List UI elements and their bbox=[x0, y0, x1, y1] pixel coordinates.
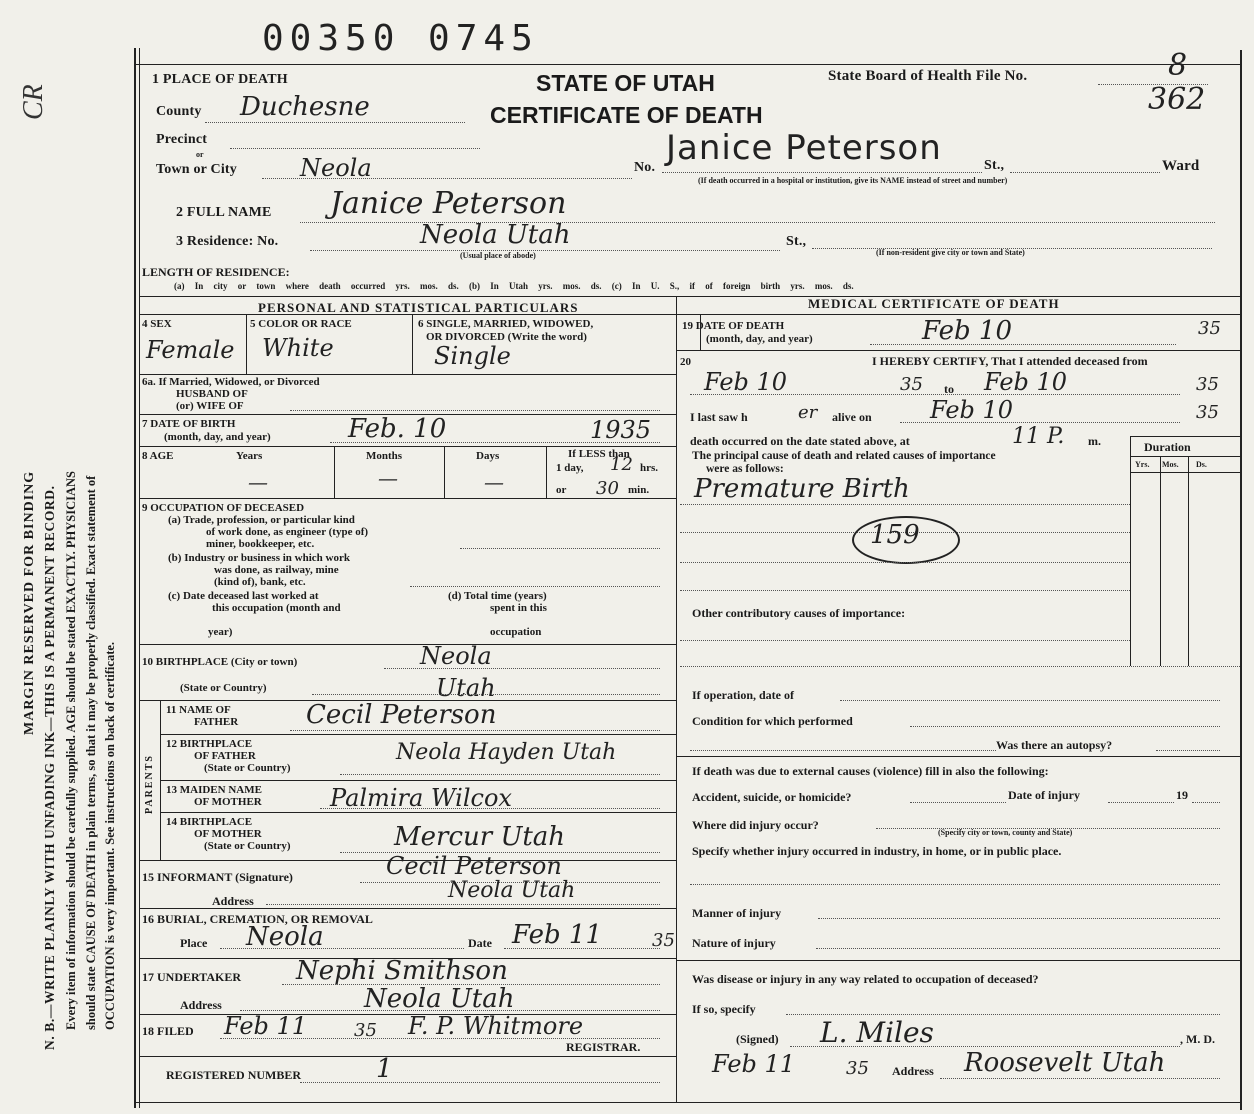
contributory-label: Other contributory causes of importance: bbox=[692, 606, 906, 620]
duration-label: Duration bbox=[1144, 440, 1191, 454]
dob-label: 7 DATE OF BIRTH bbox=[142, 418, 236, 430]
parents-label: PARENTS bbox=[144, 754, 155, 814]
county-label: County bbox=[156, 104, 202, 119]
file-no: 8 bbox=[1168, 48, 1188, 83]
residence-st-label: St., bbox=[786, 234, 807, 249]
st-label: St., bbox=[984, 158, 1005, 173]
birthplace-city: Neola bbox=[420, 642, 492, 670]
father-label: 11 NAME OF bbox=[166, 704, 231, 716]
autopsy-label: Was there an autopsy? bbox=[996, 738, 1113, 752]
mother-birthplace-label: 14 BIRTHPLACE bbox=[166, 816, 253, 828]
duration-yrs: Yrs. bbox=[1135, 460, 1150, 469]
frame-top bbox=[134, 64, 1240, 65]
m-label: m. bbox=[1088, 434, 1101, 448]
less-than-day: 1 day, bbox=[556, 462, 584, 474]
date-of-death-label: 19 DATE OF DEATH bbox=[682, 320, 785, 332]
cause-code: 159 bbox=[870, 520, 920, 550]
spouse-label-3: (or) WIFE OF bbox=[176, 400, 244, 412]
personal-heading: PERSONAL AND STATISTICAL PARTICULARS bbox=[258, 300, 579, 315]
spouse-label-2: HUSBAND OF bbox=[176, 388, 248, 400]
condition-label: Condition for which performed bbox=[692, 714, 853, 728]
specify-injury-label: Specify whether injury occurred in industry, in home, or in public place. bbox=[692, 844, 1062, 858]
place-of-death-label: 1 PLACE OF DEATH bbox=[152, 72, 288, 87]
filed-date: Feb 11 bbox=[224, 1012, 308, 1040]
mother-label: 13 MAIDEN NAME bbox=[166, 784, 262, 796]
occupation-c-2: this occupation (month and bbox=[212, 602, 341, 614]
street-no-value: Janice Peterson bbox=[666, 128, 942, 168]
mother-birthplace: Mercur Utah bbox=[394, 822, 566, 852]
informant-label: 15 INFORMANT (Signature) bbox=[142, 870, 293, 884]
attended-from-year: 35 bbox=[900, 374, 923, 395]
certificate-title: CERTIFICATE OF DEATH bbox=[490, 102, 763, 128]
alive-on-label: alive on bbox=[832, 410, 872, 424]
margin-instructions-2: should state CAUSE OF DEATH in plain terms, so that it may be properly classified. Exact statement of bbox=[84, 475, 98, 1030]
age-minutes: 30 bbox=[596, 478, 619, 499]
burial-date: Feb 11 bbox=[512, 920, 602, 950]
birthplace-state: Utah bbox=[436, 674, 496, 702]
occupation-b-3: (kind of), bank, etc. bbox=[214, 576, 306, 588]
sign-date: Feb 11 bbox=[712, 1050, 796, 1078]
physician-signature: L. Miles bbox=[820, 1016, 934, 1049]
signed-label: (Signed) bbox=[736, 1032, 779, 1046]
filed-label: 18 FILED bbox=[142, 1024, 194, 1038]
margin-mark: CR bbox=[18, 84, 49, 120]
sign-year: 35 bbox=[846, 1058, 869, 1079]
file-no-label: State Board of Health File No. bbox=[828, 68, 1028, 84]
occupation-d-2: spent in this bbox=[490, 602, 547, 614]
mother-birthplace-label-2: OF MOTHER bbox=[194, 828, 262, 840]
mother-birthplace-label-3: (State or Country) bbox=[204, 840, 291, 852]
file-no-2: 362 bbox=[1148, 82, 1206, 117]
usual-abode-note: (Usual place of abode) bbox=[460, 251, 536, 260]
state-title: STATE OF UTAH bbox=[536, 70, 715, 96]
manner-label: Manner of injury bbox=[692, 906, 782, 920]
duration-mos: Mos. bbox=[1162, 460, 1179, 469]
nature-label: Nature of injury bbox=[692, 936, 776, 950]
length-of-residence-label: LENGTH OF RESIDENCE: bbox=[142, 265, 290, 279]
last-saw-date: Feb 10 bbox=[930, 396, 1014, 424]
residence-label: 3 Residence: No. bbox=[176, 234, 279, 249]
years-label: Years bbox=[236, 450, 263, 462]
if-so-label: If so, specify bbox=[692, 1002, 756, 1016]
attended-to: Feb 10 bbox=[984, 368, 1068, 396]
race-value: White bbox=[262, 334, 334, 362]
injury-year-label: 19 bbox=[1176, 788, 1188, 802]
race-label: 5 COLOR OR RACE bbox=[250, 318, 352, 330]
last-saw-label: I last saw h bbox=[690, 410, 748, 424]
attended-to-year: 35 bbox=[1196, 374, 1219, 395]
father-birthplace: Neola Hayden Utah bbox=[396, 740, 617, 765]
occupation-c-1: (c) Date deceased last worked at bbox=[168, 590, 319, 602]
margin-binding-note: MARGIN RESERVED FOR BINDING bbox=[22, 470, 37, 735]
min-label: min. bbox=[628, 484, 650, 496]
occupation-b-2: was done, as railway, mine bbox=[214, 564, 339, 576]
occupation-a-2: of work done, as engineer (type of) bbox=[206, 526, 369, 538]
serial-number: 00350 0745 bbox=[262, 18, 539, 59]
or-min-label: or bbox=[556, 484, 567, 496]
medical-heading: MEDICAL CERTIFICATE OF DEATH bbox=[808, 296, 1060, 311]
filed-year: 35 bbox=[354, 1020, 377, 1041]
informant-signature: Cecil Peterson bbox=[386, 852, 562, 880]
father-birthplace-label-3: (State or Country) bbox=[204, 762, 291, 774]
attended-from: Feb 10 bbox=[704, 368, 788, 396]
dod-sub: (month, day, and year) bbox=[706, 333, 813, 345]
operation-label: If operation, date of bbox=[692, 688, 794, 702]
death-time: 11 P. bbox=[1012, 424, 1065, 449]
burial-date-label: Date bbox=[468, 936, 492, 950]
occupation-d-1: (d) Total time (years) bbox=[448, 590, 547, 602]
father-birthplace-label: 12 BIRTHPLACE bbox=[166, 738, 253, 750]
hrs-label: hrs. bbox=[640, 462, 659, 474]
full-name-label: 2 FULL NAME bbox=[176, 205, 272, 220]
last-saw-year: 35 bbox=[1196, 402, 1219, 423]
margin-ink-note: N. B.—WRITE PLAINLY WITH UNFADING INK—THIS IS A PERMANENT RECORD. bbox=[42, 485, 57, 1050]
undertaker-label: 17 UNDERTAKER bbox=[142, 970, 242, 984]
spouse-label-1: 6a. If Married, Widowed, or Divorced bbox=[142, 376, 320, 388]
margin-instructions-3: OCCUPATION is very important. See instructions on back of certificate. bbox=[103, 641, 117, 1030]
item-20: 20 bbox=[680, 356, 691, 368]
or-label: or bbox=[196, 150, 204, 159]
informant-address: Neola Utah bbox=[448, 878, 576, 903]
registrar-signature: F. P. Whitmore bbox=[408, 1012, 584, 1040]
precinct-label: Precinct bbox=[156, 132, 208, 147]
marital-label-2: OR DIVORCED (Write the word) bbox=[426, 331, 587, 343]
registered-number-label: REGISTERED NUMBER bbox=[166, 1068, 302, 1082]
occupation-b-1: (b) Industry or business in which work bbox=[168, 552, 350, 564]
where-injury-note: (Specify city or town, county and State) bbox=[938, 828, 1073, 837]
column-divider bbox=[676, 296, 677, 1102]
to-label: to bbox=[944, 382, 954, 396]
mother-label-2: OF MOTHER bbox=[194, 796, 262, 808]
injury-date-label: Date of injury bbox=[1008, 788, 1080, 802]
physician-address-label: Address bbox=[892, 1064, 934, 1078]
occupation-a-3: miner, bookkeeper, etc. bbox=[206, 538, 315, 550]
cause-label-2: were as follows: bbox=[706, 463, 784, 475]
dob-sub: (month, day, and year) bbox=[164, 431, 271, 443]
age-label: 8 AGE bbox=[142, 450, 174, 462]
dob-value: Feb. 10 bbox=[348, 414, 447, 444]
less-than-label: If LESS than bbox=[568, 448, 630, 460]
registered-number: 1 bbox=[376, 1054, 393, 1084]
nonresident-note: (If non-resident give city or town and State) bbox=[876, 248, 1025, 257]
hospital-note: (If death occurred in a hospital or institution, give its NAME instead of street and number) bbox=[698, 176, 1008, 185]
age-months: — bbox=[378, 466, 398, 490]
undertaker-address: Neola Utah bbox=[364, 984, 515, 1014]
last-saw-her: er bbox=[798, 402, 818, 423]
father-label-2: FATHER bbox=[194, 716, 239, 728]
age-days: — bbox=[484, 470, 504, 494]
accident-label: Accident, suicide, or homicide? bbox=[692, 790, 852, 804]
father-name: Cecil Peterson bbox=[306, 700, 497, 730]
undertaker-name: Nephi Smithson bbox=[296, 956, 508, 986]
burial-label: 16 BURIAL, CREMATION, OR REMOVAL bbox=[142, 912, 373, 926]
occupation-disease-label: Was disease or injury in any way related to occupation of deceased? bbox=[692, 972, 1039, 986]
undertaker-address-label: Address bbox=[180, 998, 222, 1012]
external-causes-label: If death was due to external causes (violence) fill in also the following: bbox=[692, 764, 1049, 778]
frame-right bbox=[1240, 50, 1242, 1110]
residence-value: Neola Utah bbox=[420, 220, 571, 250]
full-name-value: Janice Peterson bbox=[330, 186, 567, 221]
age-hours: 12 bbox=[610, 454, 633, 475]
certify-label: I HEREBY CERTIFY, That I attended deceased from bbox=[872, 354, 1148, 368]
dod-year: 35 bbox=[1198, 318, 1221, 339]
registrar-label: REGISTRAR. bbox=[566, 1040, 641, 1054]
father-birthplace-label-2: OF FATHER bbox=[194, 750, 256, 762]
informant-address-label: Address bbox=[212, 894, 254, 908]
margin-instructions-1: Every item of information should be carefully supplied. AGE should be stated EXACTLY. PHYSICIANS bbox=[64, 471, 78, 1030]
frame-left-inner bbox=[139, 48, 140, 1108]
burial-year: 35 bbox=[652, 930, 675, 951]
age-years: — bbox=[248, 470, 268, 494]
birthplace-label: 10 BIRTHPLACE (City or town) bbox=[142, 656, 298, 668]
md-label: , M. D. bbox=[1180, 1032, 1215, 1046]
marital-value: Single bbox=[434, 342, 511, 370]
marital-label: 6 SINGLE, MARRIED, WIDOWED, bbox=[418, 318, 594, 330]
cause-of-death: Premature Birth bbox=[694, 474, 910, 504]
occupation-d-3: occupation bbox=[490, 626, 542, 638]
occupation-a-1: (a) Trade, profession, or particular kind bbox=[168, 514, 355, 526]
sex-value: Female bbox=[146, 336, 235, 364]
burial-place: Neola bbox=[246, 922, 324, 952]
occupation-c-3: year) bbox=[208, 626, 233, 638]
physician-address: Roosevelt Utah bbox=[964, 1048, 1166, 1078]
town-value: Neola bbox=[300, 154, 372, 182]
duration-ds: Ds. bbox=[1196, 460, 1207, 469]
occupation-label: 9 OCCUPATION OF DECEASED bbox=[142, 502, 305, 514]
where-injury-label: Where did injury occur? bbox=[692, 818, 819, 832]
sex-label: 4 SEX bbox=[142, 318, 172, 330]
length-of-residence-detail: (a) In city or town where death occurred yrs. mos. ds. (b) In Utah yrs. mos. ds. (c) In U. S., if of foreign birth yrs. mos. ds. bbox=[174, 281, 854, 291]
cause-label: The principal cause of death and related causes of importance bbox=[692, 450, 996, 462]
mother-name: Palmira Wilcox bbox=[330, 784, 512, 812]
town-label: Town or City bbox=[156, 162, 237, 177]
street-no-label: No. bbox=[634, 160, 656, 175]
burial-place-label: Place bbox=[180, 936, 208, 950]
dob-year: 1935 bbox=[590, 416, 652, 444]
date-of-death: Feb 10 bbox=[922, 316, 1012, 346]
days-label: Days bbox=[476, 450, 500, 462]
frame-bottom bbox=[134, 1102, 1240, 1103]
county-value: Duchesne bbox=[240, 92, 370, 122]
birthplace-state-label: (State or Country) bbox=[180, 682, 267, 694]
ward-label: Ward bbox=[1162, 158, 1200, 174]
death-occurred-label: death occurred on the date stated above, at bbox=[690, 434, 910, 448]
frame-left bbox=[134, 48, 136, 1108]
months-label: Months bbox=[366, 450, 403, 462]
